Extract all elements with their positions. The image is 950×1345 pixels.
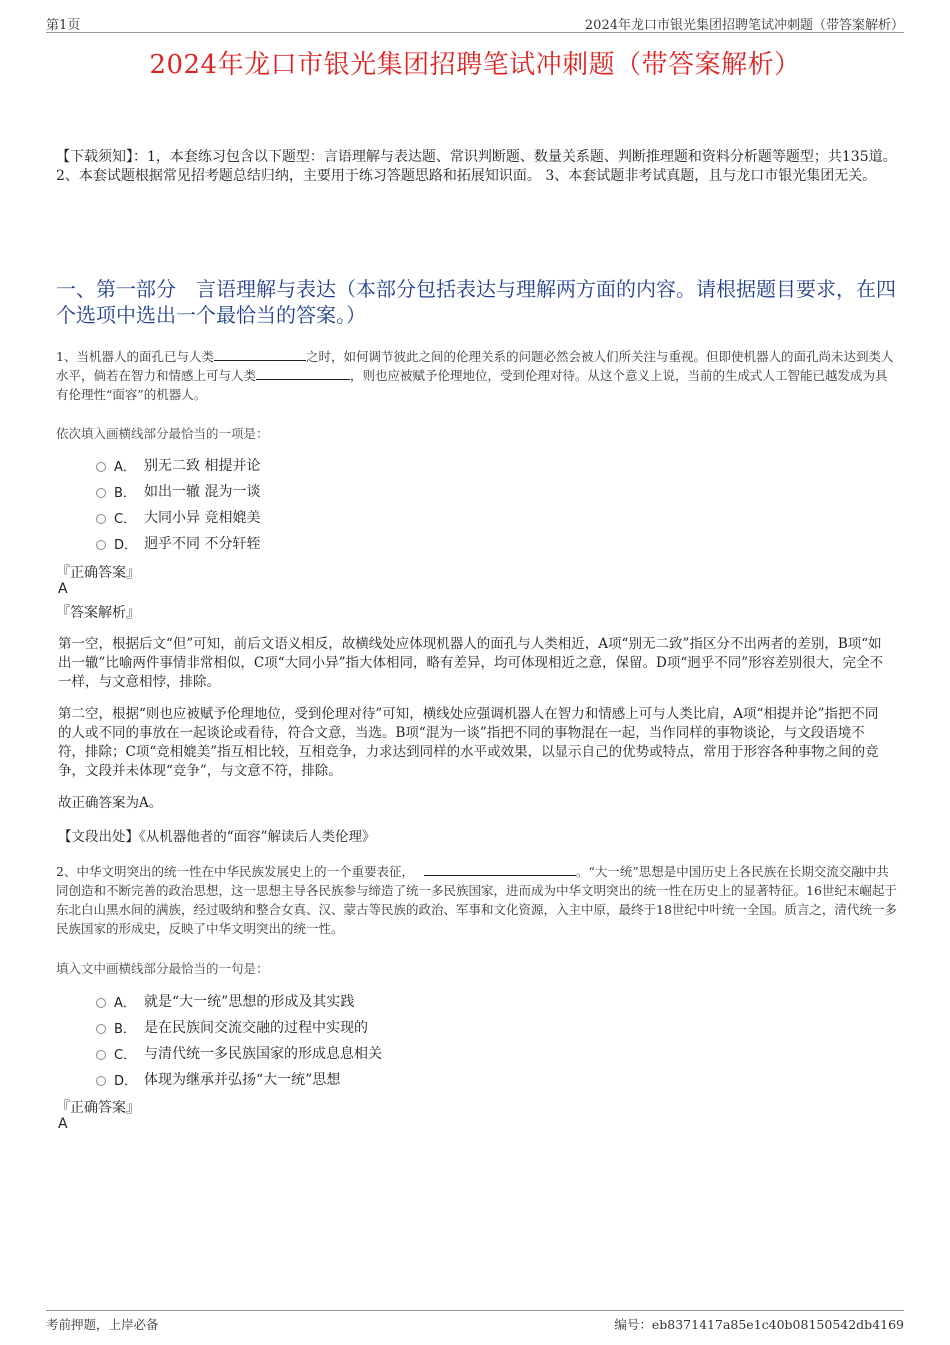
option-a[interactable]: A． 别无二致 相提并论 xyxy=(96,452,260,478)
radio-icon[interactable] xyxy=(96,1076,106,1086)
option-label: 迥乎不同 不分轩轾 xyxy=(144,536,261,552)
question-2-text xyxy=(56,862,898,938)
radio-icon[interactable] xyxy=(96,462,106,472)
option-label: 体现为继承并弘扬“大一统”思想 xyxy=(144,1072,341,1088)
question-1-part-c: ，则也应被赋予伦理地位，受到伦理对待。从这个意义上说，当前的生成式人工智能已越发成为具有伦理性“面容”的机器人。 xyxy=(56,368,888,402)
question-2-part-a: 2、中华文明突出的统一性在中华民族发展史上的一个重要表征， xyxy=(56,864,414,879)
option-d[interactable]: D． 体现为继承并弘扬“大一统”思想 xyxy=(96,1066,382,1092)
download-notice: 【下载须知】：1，本套练习包含以下题型：言语理解与表达题、常识判断题、数量关系题、判断推理题和资料分析题等题型；共135道。 2、本套试题根据常见招考题总结归纳，主要用于练习答题思路和拓展知识面。 3、本套试题非考试真题，且与龙口市银光集团无关。 xyxy=(56,149,897,184)
option-label: 如出一辙 混为一谈 xyxy=(144,484,261,500)
option-d[interactable]: D． 迥乎不同 不分轩轾 xyxy=(96,530,260,556)
passage-source: 【文段出处】《从机器他者的“面容”解读后人类伦理》 xyxy=(58,829,376,845)
radio-icon[interactable] xyxy=(96,488,106,498)
answer-label: 『正确答案』 xyxy=(56,565,140,581)
question-1-options xyxy=(96,452,260,556)
analysis-label: 『答案解析』 xyxy=(56,605,140,621)
section-heading: 一、第一部分 言语理解与表达（本部分包括表达与理解两方面的内容。请根据题目要求，在四个选项中选出一个最恰当的答案。） xyxy=(56,277,896,327)
header-doc-title: 2024年龙口市银光集团招聘笔试冲刺题（带答案解析） xyxy=(584,18,904,33)
option-label: 与清代统一多民族国家的形成息息相关 xyxy=(144,1046,382,1062)
analysis-conclusion: 故正确答案为A。 xyxy=(58,795,163,811)
answer-value: A xyxy=(58,581,68,597)
option-label: 别无二致 相提并论 xyxy=(144,458,261,474)
question-2-options xyxy=(96,988,382,1092)
answer-label: 『正确答案』 xyxy=(56,1100,140,1116)
page-header xyxy=(46,14,904,33)
option-c[interactable]: C． 与清代统一多民族国家的形成息息相关 xyxy=(96,1040,382,1066)
option-b[interactable]: B． 是在民族间交流交融的过程中实现的 xyxy=(96,1014,382,1040)
document-id: 编号：eb8371417a85e1c40b08150542db4169 xyxy=(614,1317,904,1332)
radio-icon[interactable] xyxy=(96,998,106,1008)
radio-icon[interactable] xyxy=(96,1024,106,1034)
option-a[interactable]: A． 就是“大一统”思想的形成及其实践 xyxy=(96,988,382,1014)
question-1-part-b: 之时，如何调节彼此之间的伦理关系的问题必然会被人们所关注与重视。但即使机器人的面孔尚未达到类人水平，倘若在智力和情感上可与人类 xyxy=(56,349,894,383)
answer-value: A xyxy=(58,1116,68,1132)
option-c[interactable]: C． 大同小异 竞相媲美 xyxy=(96,504,260,530)
page-title: 2024年龙口市银光集团招聘笔试冲刺题（带答案解析） xyxy=(149,50,801,80)
fill-blank-3 xyxy=(424,863,576,876)
option-label: 是在民族间交流交融的过程中实现的 xyxy=(144,1020,368,1036)
radio-icon[interactable] xyxy=(96,514,106,524)
question-2-prompt: 填入文中画横线部分最恰当的一句是： xyxy=(56,961,269,976)
option-label: 就是“大一统”思想的形成及其实践 xyxy=(144,994,355,1010)
question-2-part-b: 。“大一统”思想是中国历史上各民族在长期交流交融中共同创造和不断完善的政治思想，这一思想主导各民族参与缔造了统一多民族国家，进而成为中华文明突出的统一性在历史上的显著特征。16世纪末崛起于东北白山黑水间的满族，经过吸纳和整合女真、汉、蒙古等民族的政治、军事和文化资源，入主中原，最终于18世纪中叶统一全国。质言之，清代统一多民族国家的形成史，反映了中华文明突出的统一性。 xyxy=(56,864,897,936)
radio-icon[interactable] xyxy=(96,1050,106,1060)
footer-slogan: 考前押题，上岸必备 xyxy=(46,1317,159,1332)
page-number: 第1页 xyxy=(46,18,81,33)
question-1-prompt: 依次填入画横线部分最恰当的一项是： xyxy=(56,426,269,441)
question-1-text xyxy=(56,347,898,404)
fill-blank-1 xyxy=(214,348,306,361)
option-label: 大同小异 竞相媲美 xyxy=(144,510,261,526)
analysis-paragraph-1: 第一空，根据后文“但”可知，前后文语义相反，故横线处应体现机器人的面孔与人类相近，A项“别无二致”指区分不出两者的差别，B项“如出一辙”比喻两件事情非常相似，C项“大同小异”指大体相同，略有差异，均可体现相近之意，保留。D项“迥乎不同”形容差别很大，完全不一样，与文意相悖，排除。 xyxy=(58,636,884,690)
option-b[interactable]: B． 如出一辙 混为一谈 xyxy=(96,478,260,504)
fill-blank-2 xyxy=(256,367,350,380)
page-footer xyxy=(46,1310,904,1332)
radio-icon[interactable] xyxy=(96,540,106,550)
analysis-paragraph-2: 第二空，根据“则也应被赋予伦理地位，受到伦理对待”可知，横线处应强调机器人在智力和情感上可与人类比肩，A项“相提并论”指把不同的人或不同的事放在一起谈论或看待，符合文意，当选。B项“混为一谈”指把不同的事物混在一起，当作同样的事物谈论，与文段语境不符，排除；C项“竞相媲美”指互相比较，互相竞争，力求达到同样的水平或效果，以显示自己的优势或特点，常用于形容各种事物之间的竞争，文段并未体现“竞争”，与文意不符，排除。 xyxy=(58,706,879,779)
question-1-part-a: 1、当机器人的面孔已与人类 xyxy=(56,349,214,364)
